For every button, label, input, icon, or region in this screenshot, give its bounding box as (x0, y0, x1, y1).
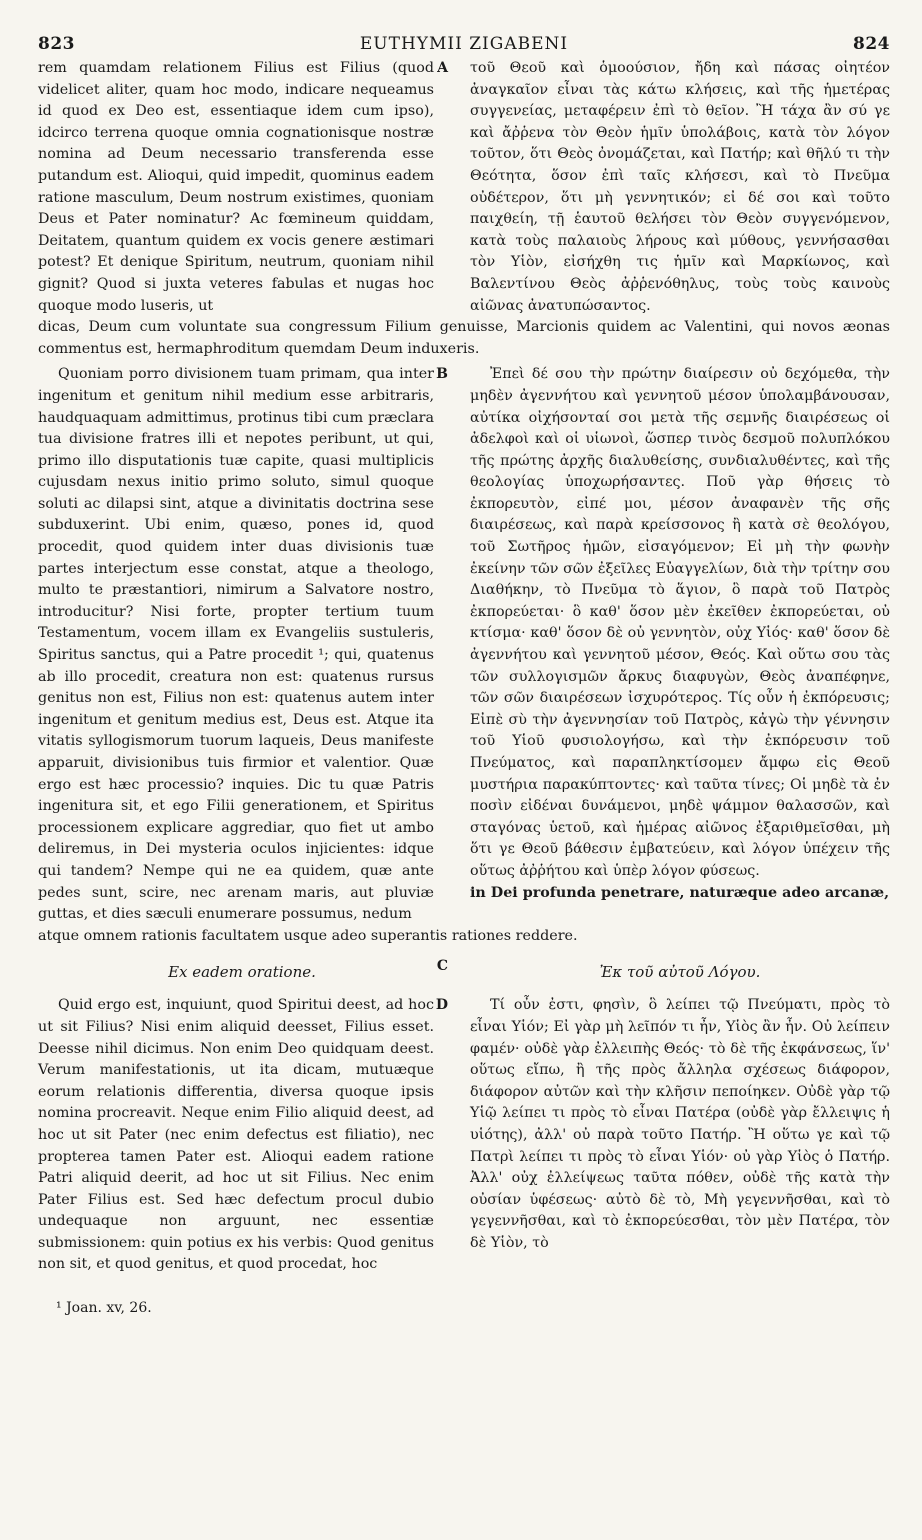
greek-section-title: Ἐκ τοῦ αὐτοῦ Λόγου. (599, 963, 761, 982)
footnote: ¹ Joan. xv, 26. (56, 1300, 152, 1317)
full-width-line: dicas, Deum cum voluntate sua congressum Filium genuisse, Marcionis quidem ac Valentini, qui novos æonas commentus est, hermaphroditum quemdam Deum induxeris. (38, 319, 890, 357)
latin-paragraph: rem quamdam relationem Filius est Filius (quod videlicet aliter, quam hoc modo, indicare nequeamus id quod ex Deo est, essentiaque idem cum ipso), idcirco terrena quoque omnia cognationisque nostræ nomina ad Deum necessario transferenda esse putandum est. Alioqui, quid impedit, quominus eadem ratione masculum, Deum nostrum existimes, quoniam Deus et Pater nominatur? Ac fœmineum quiddam, Deitatem, quantum quidem ex vocis genere æstimari potest? Et denique Spiritum, neutrum, quoniam nihil gignit? Quod si juxta veteres fabulas et nugas hoc quoque modo luseris, ut (38, 60, 434, 314)
running-title: EUTHYMII ZIGABENI (359, 34, 569, 54)
greek-column (470, 58, 890, 317)
greek-column (470, 364, 890, 925)
margin-marker-b: B (436, 366, 448, 383)
right-page-number: 824 (853, 34, 890, 54)
latin-paragraph: Quoniam porro divisionem tuam primam, qua inter ingenitum et genitum nihil medium esse arbitraris, haudquaquam admittimus, protinus tibi cum præclara tua divisione fratres illi et nepotes peribunt, ut qui, primo illo disputationis tuæ capite, quasi multiplicis cujusdam nexus initio primo soluto, simul quoque soluti ac dilapsi sint, atque a divinitatis doctrina sese subduxerint. Ubi enim, quæso, pones id, quod procedit, quod quidem inter duas divisionis tuæ partes interjectum esse constat, atque a theologo, multo te præstantiori, nimirum a Salvatore nostro, introducitur? Nisi forte, propter tertium tuum Testamentum, vocem illam ex Evangeliis sustuleris, Spiritus sanctus, qui a Patre procedit ¹; qui, quatenus ab illo procedit, creatura non est: quatenus rursus genitus non est, Filius non est: quatenus autem inter ingenitum et genitum medius est, Deus est. Atque ita vitatis syllogismorum tuorum laqueis, Deus manifeste apparuit, divisionibus tuis firmior et valentior. Quæ ergo est hæc processio? inquies. Dic tu quæ Patris ingenitura sit, et ego Filii generationem, et Spiritus processionem explicare aggrediar, quo fiet ut ambo deliremus, in Dei mysteria oculos injicientes: idque qui tandem? Nempe qui ne ea quidem, quæ ante pedes sunt, scire, nec arenam maris, aut pluviæ guttas, et dies sæculi enumerare possumus, nedum (38, 366, 434, 923)
latin-column (38, 995, 446, 1276)
greek-paragraph: Τί οὖν ἐστι, φησὶν, ὃ λείπει τῷ Πνεύματι, πρὸς τὸ εἶναι Υἱόν; Εἰ γὰρ μὴ λεῖπόν τι ἦν, Υἱὸς ἂν ἦν. Οὐ λείπειν φαμέν· οὐδὲ γὰρ ἐλλειπὴς Θεός· τὸ δὲ τῆς ἐκφάνσεως, ἵν' οὕτως εἴπω, ἢ τῆς πρὸς ἄλληλα σχέσεως διάφορον, διάφορον αὐτῶν καὶ τὴν κλῆσιν πεποίηκεν. Οὐδὲ γὰρ τῷ Υἱῷ λείπει τι πρὸς τὸ εἶναι Πατέρα (οὐδὲ γὰρ ἔλλειψις ἡ υἱότης), ἀλλ' οὐ παρὰ τοῦτο Πατήρ. Ἢ οὕτω γε καὶ τῷ Πατρὶ λείπει τι πρὸς τὸ εἶναι Υἱόν· οὐ γὰρ Υἱὸς ὁ Πατήρ. Ἀλλ' οὐχ ἐλλείψεως ταῦτα πόθεν, οὐδὲ τῆς κατὰ τὴν οὐσίαν ὑφέσεως· αὐτὸ δὲ τὸ, Μὴ γεγεννῆσθαι, καὶ τὸ γεγεννῆσθαι, καὶ τὸ ἐκπορεύεσθαι, τὸν μὲν Πατέρα, τὸν δὲ Υἱὸν, τὸ (470, 997, 890, 1251)
left-page-number: 823 (38, 34, 75, 54)
parallel-block-1 (38, 58, 890, 317)
full-width-line: atque omnem rationis facultatem usque adeo superantis rationes reddere. (38, 927, 578, 944)
section-titles (38, 963, 890, 981)
greek-paragraph: Ἐπεὶ δέ σου τὴν πρώτην διαίρεσιν οὐ δεχόμεθα, τὴν μηδὲν ἀγεννήτου καὶ γεννητοῦ μέσον ὑπολαμβάνουσαν, αὐτίκα οἰχήσονταί σοι μετὰ τῆς σεμνῆς διαιρέσεως οἱ ἀδελφοὶ καὶ οἱ υἱωνοὶ, ὥσπερ τινὸς δεσμοῦ πολυπλόκου τῆς πρώτης ἀρχῆς διαλυθείσης, συνδιαλυθέντες, καὶ τῆς θεολογίας ὑποχωρήσαντες. Ποῦ γὰρ θήσεις τὸ ἐκπορευτὸν, εἰπέ μοι, μέσον ἀναφανὲν τῆς σῆς διαιρέσεως, καὶ παρὰ κρείσσονος ἢ κατὰ σὲ θεολόγου, τοῦ Σωτῆρος ἡμῶν, εἰσαγόμενον; Εἰ μὴ τὴν φωνὴν ἐκείνην τῶν σῶν ἐξεῖλες Εὐαγγελίων, διὰ τὴν τρίτην σου Διαθήκην, τὸ Πνεῦμα τὸ ἅγιον, ὃ παρὰ τοῦ Πατρὸς ἐκπορεύεται· ὃ καθ' ὅσον μὲν ἐκεῖθεν ἐκπορεύεται, οὐ κτίσμα· καθ' ὅσον δὲ οὐ γεννητὸν, οὐχ Υἱός· καθ' ὅσον δὲ ἀγεννήτου καὶ γεννητοῦ μέσον, Θεός. Καὶ οὕτω σου τὰς τῶν συλλογισμῶν ἄρκυς διαφυγὼν, Θεὸς ἀναπέφηνε, τῶν σῶν διαιρέσεων ἰσχυρότερος. Τίς οὖν ἡ ἐκπόρευσις; Εἰπὲ σὺ τὴν ἀγεννησίαν τοῦ Πατρὸς, κἀγὼ τὴν γέννησιν τοῦ Υἱοῦ φυσιολογήσω, καὶ τὴν ἐκπόρευσιν τοῦ Πνεύματος, καὶ παραπληκτίσομεν ἄμφω εἰς Θεοῦ μυστήρια παρακύπτοντες· καὶ ταῦτα τίνες; Οἱ μηδὲ τὰ ἐν ποσὶν εἰδέναι δυνάμενοι, μηδὲ ψάμμον θαλασσῶν, καὶ σταγόνας ὑετοῦ, καὶ ἡμέρας αἰῶνος ἐξαριθμεῖσθαι, μὴ ὅτι γε Θεοῦ βάθεσιν ἐμβατεύειν, καὶ λόγον ὑπέχειν τῆς οὕτως ἀῤῥήτου καὶ ὑπὲρ λόγον φύσεως. (470, 366, 890, 879)
latin-column (38, 58, 446, 317)
greek-column (470, 995, 890, 1276)
latin-paragraph: Quid ergo est, inquiunt, quod Spiritui deest, ad hoc ut sit Filius? Nisi enim aliquid deesset, Filius esset. Deesse nihil dicimus. Non enim Deo quidquam deest. Verum manifestationis, ut ita dicam, mutuæque eorum relationis differentia, diversa quoque ipsis nomina procreavit. Neque enim Filio aliquid deest, ad hoc ut sit Pater (nec enim defectus est filiatio), nec propterea tamen Pater est. Alioqui eadem ratione Patri aliquid deerit, ad hoc ut sit Filius. Nec enim Pater Filius est. Sed hæc defectum procul dubio undequaque non arguunt, nec essentiæ submissionem: quin potius ex his verbis: Quod genitus non sit, et quod genitus, et quod procedat, hoc (38, 997, 434, 1273)
greek-paragraph: τοῦ Θεοῦ καὶ ὁμοούσιον, ἤδη καὶ πάσας οἰητέον ἀναγκαῖον εἶναι τὰς κάτω κλήσεις, καὶ τῆς ἡμετέρας συγγενείας, μεταφέρειν ἐπὶ τὸ θεῖον. Ἢ τάχα ἂν σύ γε καὶ ἄῤῥενα τὸν Θεὸν ἡμῖν ὑπολάβοις, κατὰ τὸν λόγον τοῦτον, ὅτι Θεὸς ὀνομάζεται, καὶ Πατήρ; καὶ θῆλύ τι τὴν Θεότητα, ὅσον ἐπὶ ταῖς κλήσεσι, καὶ τὸ Πνεῦμα οὐδέτερον, ὅτι μὴ γεννητικόν; εἰ δέ σοι καὶ τοῦτο παιχθείη, τῇ ἑαυτοῦ θελήσει τὸν Θεὸν συγγενόμενον, κατὰ τοὺς παλαιοὺς λήρους καὶ μύθους, γεννήσασθαι τὸν Υἱὸν, εἰσήχθη τις ἡμῖν καὶ Μαρκίωνος, καὶ Βαλεντίνου Θεὸς ἀῤῥενόθηλυς, τοὺς τοὺς καινοὺς αἰῶνας ἀνατυπώσαντος. (470, 60, 890, 314)
margin-marker-c: C (436, 958, 448, 975)
page (38, 30, 890, 1520)
latin-section-title: Ex eadem oratione. (168, 963, 316, 982)
parallel-block-3 (38, 995, 890, 1276)
margin-marker-a: A (437, 60, 448, 76)
margin-marker-d: D (435, 997, 448, 1014)
page-header (38, 30, 890, 58)
latin-continuation: in Dei profunda penetrare, naturæque adeo arcanæ, (470, 884, 890, 901)
